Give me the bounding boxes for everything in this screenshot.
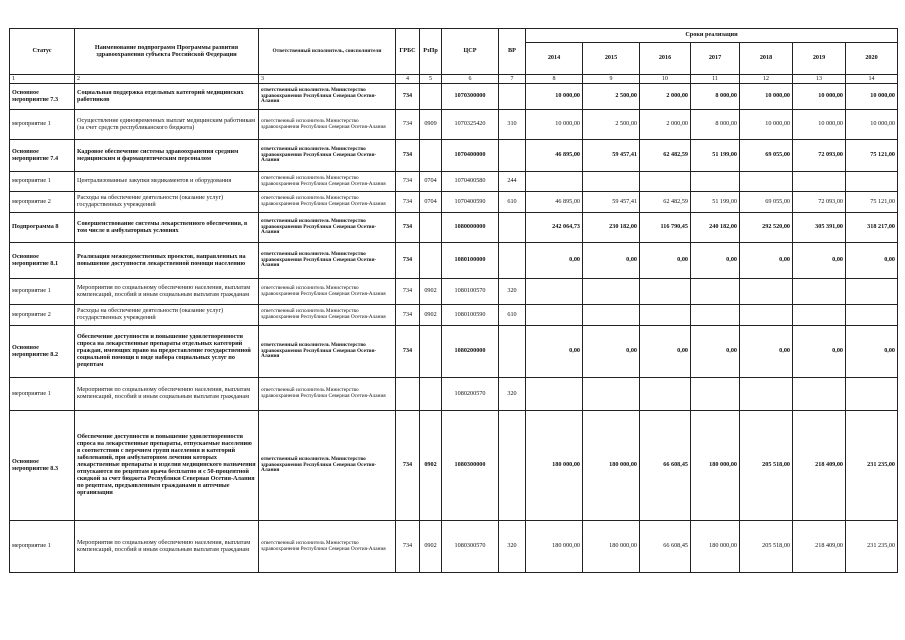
row-executor: ответственный исполнитель Министерство здравоохранения Республики Северная Осетия-Алания: [259, 110, 396, 140]
row-amount: [740, 378, 793, 411]
row-amount: 0,00: [740, 243, 793, 279]
row-amount: 10 000,00: [846, 110, 898, 140]
row-amount: 0,00: [846, 243, 898, 279]
row-amount: [740, 279, 793, 305]
row-vr: [499, 411, 526, 521]
row-status: мероприятие 1: [10, 279, 75, 305]
row-amount: 180 000,00: [691, 521, 740, 573]
row-name: Реализация межведомственных проектов, направленных на повышение доступности лекарственной помощи населению: [75, 243, 259, 279]
row-name: Обеспечение доступности и повышение удовлетворенности спроса на лекарственные препараты, отпускаемые населению в соответствии с перечнем групп населения и категорий заболеваний, при амбулаторном лечении которых лекарственные препараты и изделия медицинского назначения отпускаются по рецептам врача бесплатно и с 50-процентной скидкой за счет бюджета Республики Северная Осетия-Алания по рецептам, предъявленным гражданами в аптечные организации: [75, 411, 259, 521]
row-amount: 292 520,00: [740, 213, 793, 243]
header-year: 2019: [793, 43, 846, 75]
column-number: 13: [793, 75, 846, 84]
row-amount: 8 000,00: [691, 110, 740, 140]
row-vr: [499, 213, 526, 243]
row-amount: [793, 172, 846, 192]
row-amount: 72 093,00: [793, 192, 846, 213]
column-number: 12: [740, 75, 793, 84]
row-amount: 0,00: [691, 243, 740, 279]
row-amount: [526, 305, 583, 326]
row-amount: 0,00: [526, 243, 583, 279]
column-number: 6: [442, 75, 499, 84]
row-amount: [793, 305, 846, 326]
row-amount: 231 235,00: [846, 411, 898, 521]
row-vr: 610: [499, 192, 526, 213]
row-amount: 0,00: [691, 326, 740, 378]
row-grbs: 734: [396, 110, 420, 140]
row-grbs: 734: [396, 279, 420, 305]
row-amount: 230 182,00: [583, 213, 640, 243]
column-number: 8: [526, 75, 583, 84]
row-status: мероприятие 2: [10, 192, 75, 213]
row-rzpr: 0704: [420, 192, 442, 213]
header-year: 2018: [740, 43, 793, 75]
row-amount: 180 000,00: [691, 411, 740, 521]
row-amount: 69 055,00: [740, 192, 793, 213]
row-name: Расходы на обеспечение деятельности (оказание услуг) государственных учреждений: [75, 192, 259, 213]
row-amount: 318 217,00: [846, 213, 898, 243]
row-csr: 1080200570: [442, 378, 499, 411]
header-row-top: [10, 29, 898, 43]
table-row: [10, 411, 898, 521]
row-amount: 180 000,00: [583, 521, 640, 573]
row-amount: [526, 279, 583, 305]
header-name: Наименование подпрограмм Программы развития здравоохранения субъекта Российской Федерации: [75, 29, 259, 75]
row-rzpr: [420, 84, 442, 110]
table-row: [10, 326, 898, 378]
document-sheet: [9, 28, 897, 573]
row-status: мероприятие 2: [10, 305, 75, 326]
row-amount: 2 000,00: [640, 84, 691, 110]
table-row: [10, 140, 898, 172]
row-rzpr: [420, 326, 442, 378]
row-amount: 69 055,00: [740, 140, 793, 172]
row-executor: ответственный исполнитель Министерство здравоохранения Республики Северная Осетия-Алания: [259, 213, 396, 243]
row-amount: [846, 305, 898, 326]
row-grbs: 734: [396, 140, 420, 172]
row-amount: 180 000,00: [526, 411, 583, 521]
row-grbs: 734: [396, 521, 420, 573]
table-row: [10, 172, 898, 192]
row-grbs: 734: [396, 305, 420, 326]
row-amount: 62 482,59: [640, 192, 691, 213]
row-rzpr: [420, 378, 442, 411]
row-rzpr: 0902: [420, 279, 442, 305]
row-name: Осуществление единовременных выплат медицинским работникам (за счет средств республиканского бюджета): [75, 110, 259, 140]
row-grbs: 734: [396, 411, 420, 521]
row-amount: [526, 172, 583, 192]
row-csr: 1080000000: [442, 213, 499, 243]
row-amount: [640, 172, 691, 192]
row-amount: 240 182,00: [691, 213, 740, 243]
row-rzpr: 0902: [420, 411, 442, 521]
row-vr: [499, 84, 526, 110]
row-executor: ответственный исполнитель Министерство здравоохранения Республики Северная Осетия-Алания: [259, 243, 396, 279]
row-csr: 1080100000: [442, 243, 499, 279]
row-amount: 231 235,00: [846, 521, 898, 573]
row-amount: 10 000,00: [793, 84, 846, 110]
column-number-row: [10, 75, 898, 84]
row-status: мероприятие 1: [10, 172, 75, 192]
row-csr: 1080100590: [442, 305, 499, 326]
row-amount: 0,00: [583, 326, 640, 378]
row-amount: 10 000,00: [526, 110, 583, 140]
row-csr: 1080200000: [442, 326, 499, 378]
row-executor: ответственный исполнитель Министерство здравоохранения Республики Северная Осетия-Алания: [259, 411, 396, 521]
row-amount: [740, 172, 793, 192]
row-amount: [583, 305, 640, 326]
row-amount: [583, 172, 640, 192]
table-row: [10, 521, 898, 573]
row-amount: 218 409,00: [793, 521, 846, 573]
row-rzpr: 0704: [420, 172, 442, 192]
header-period: Сроки реализации: [526, 29, 898, 43]
row-amount: 0,00: [740, 326, 793, 378]
column-number: 1: [10, 75, 75, 84]
row-csr: 1070400580: [442, 172, 499, 192]
header-status: Статус: [10, 29, 75, 75]
row-amount: 2 000,00: [640, 110, 691, 140]
row-status: Основное мероприятие 8.3: [10, 411, 75, 521]
row-amount: 51 199,00: [691, 192, 740, 213]
row-amount: 75 121,00: [846, 140, 898, 172]
row-status: мероприятие 1: [10, 110, 75, 140]
row-grbs: 734: [396, 326, 420, 378]
row-amount: 66 608,45: [640, 411, 691, 521]
row-grbs: 734: [396, 192, 420, 213]
row-amount: 205 518,00: [740, 411, 793, 521]
row-name: Совершенствование системы лекарственного обеспечения, в том числе в амбулаторных условиях: [75, 213, 259, 243]
program-table: [9, 28, 898, 573]
row-amount: 46 895,00: [526, 192, 583, 213]
row-executor: ответственный исполнитель Министерство здравоохранения Республики Северная Осетия-Алания: [259, 84, 396, 110]
row-amount: [583, 378, 640, 411]
row-amount: 10 000,00: [526, 84, 583, 110]
row-amount: 2 500,00: [583, 110, 640, 140]
row-amount: [583, 279, 640, 305]
row-vr: 320: [499, 279, 526, 305]
row-grbs: 734: [396, 172, 420, 192]
row-amount: 59 457,41: [583, 192, 640, 213]
row-executor: ответственный исполнитель Министерство здравоохранения Республики Северная Осетия-Алания: [259, 279, 396, 305]
row-name: Мероприятия по социальному обеспечению населения, выплатам компенсаций, пособий и иным социальным выплатам гражданам: [75, 378, 259, 411]
column-number: 4: [396, 75, 420, 84]
row-amount: [691, 172, 740, 192]
row-csr: 1080100570: [442, 279, 499, 305]
row-amount: 72 093,00: [793, 140, 846, 172]
row-csr: 1070325420: [442, 110, 499, 140]
column-number: 14: [846, 75, 898, 84]
row-amount: 305 391,00: [793, 213, 846, 243]
row-executor: ответственный исполнитель Министерство здравоохранения Республики Северная Осетия-Алания: [259, 326, 396, 378]
row-amount: [793, 378, 846, 411]
header-executor: Ответственный исполнитель, соисполнители: [259, 29, 396, 75]
row-name: Обеспечение доступности и повышение удовлетворенности спроса на лекарственные препараты отдельных категорий граждан, имеющих право на предоставление государственной социальной помощи в виде набора социальных услуг по рецептам: [75, 326, 259, 378]
row-status: Основное мероприятие 7.3: [10, 84, 75, 110]
row-rzpr: 0909: [420, 110, 442, 140]
header-year: 2014: [526, 43, 583, 75]
header-year: 2016: [640, 43, 691, 75]
row-grbs: [396, 378, 420, 411]
row-amount: 0,00: [846, 326, 898, 378]
row-amount: 0,00: [793, 243, 846, 279]
row-vr: [499, 326, 526, 378]
table-body: [10, 84, 898, 573]
row-amount: 66 608,45: [640, 521, 691, 573]
row-amount: [846, 378, 898, 411]
row-name: Социальная поддержка отдельных категорий медицинских работников: [75, 84, 259, 110]
row-vr: 244: [499, 172, 526, 192]
row-amount: 10 000,00: [740, 110, 793, 140]
row-status: Подпрограмма 8: [10, 213, 75, 243]
row-rzpr: 0902: [420, 305, 442, 326]
table-row: [10, 192, 898, 213]
table-row: [10, 305, 898, 326]
row-amount: 218 409,00: [793, 411, 846, 521]
table-row: [10, 213, 898, 243]
row-name: Кадровое обеспечение системы здравоохранения средним медицинским и фармацевтическим персоналом: [75, 140, 259, 172]
row-amount: [793, 279, 846, 305]
row-amount: 46 895,00: [526, 140, 583, 172]
column-number: 5: [420, 75, 442, 84]
header-year: 2017: [691, 43, 740, 75]
row-amount: [640, 305, 691, 326]
row-amount: [691, 378, 740, 411]
row-vr: 610: [499, 305, 526, 326]
row-executor: ответственный исполнитель Министерство здравоохранения Республики Северная Осетия-Алания: [259, 521, 396, 573]
row-grbs: 734: [396, 243, 420, 279]
row-amount: 10 000,00: [793, 110, 846, 140]
row-amount: 8 000,00: [691, 84, 740, 110]
row-amount: 2 500,00: [583, 84, 640, 110]
row-amount: 62 482,59: [640, 140, 691, 172]
column-number: 10: [640, 75, 691, 84]
row-rzpr: [420, 243, 442, 279]
row-amount: 180 000,00: [526, 521, 583, 573]
column-number: 3: [259, 75, 396, 84]
row-amount: [846, 172, 898, 192]
row-amount: 10 000,00: [740, 84, 793, 110]
row-amount: 59 457,41: [583, 140, 640, 172]
row-status: Основное мероприятие 8.1: [10, 243, 75, 279]
row-amount: [691, 305, 740, 326]
row-amount: 0,00: [526, 326, 583, 378]
row-csr: 1070400590: [442, 192, 499, 213]
row-rzpr: 0902: [420, 521, 442, 573]
table-row: [10, 279, 898, 305]
row-amount: 75 121,00: [846, 192, 898, 213]
row-amount: 116 790,45: [640, 213, 691, 243]
row-executor: ответственный исполнитель Министерство здравоохранения Республики Северная Осетия-Алания: [259, 140, 396, 172]
row-executor: ответственный исполнитель Министерство здравоохранения Республики Северная Осетия-Алания: [259, 378, 396, 411]
row-amount: 51 199,00: [691, 140, 740, 172]
table-row: [10, 84, 898, 110]
column-number: 7: [499, 75, 526, 84]
row-status: мероприятие 1: [10, 521, 75, 573]
row-grbs: 734: [396, 213, 420, 243]
row-status: Основное мероприятие 7.4: [10, 140, 75, 172]
row-rzpr: [420, 140, 442, 172]
row-csr: 1070300000: [442, 84, 499, 110]
row-amount: 180 000,00: [583, 411, 640, 521]
row-vr: 320: [499, 378, 526, 411]
row-amount: [640, 378, 691, 411]
row-name: Мероприятия по социальному обеспечению населения, выплатам компенсаций, пособий и иным социальным выплатам гражданам: [75, 521, 259, 573]
row-csr: 1080300000: [442, 411, 499, 521]
row-name: Мероприятия по социальному обеспечению населения, выплатам компенсаций, пособий и иным социальным выплатам гражданам: [75, 279, 259, 305]
header-csr: ЦСР: [442, 29, 499, 75]
row-amount: 0,00: [640, 243, 691, 279]
row-amount: 242 064,73: [526, 213, 583, 243]
row-name: Централизованные закупки медикаментов и оборудования: [75, 172, 259, 192]
row-amount: 0,00: [793, 326, 846, 378]
table-row: [10, 243, 898, 279]
row-amount: [846, 279, 898, 305]
header-vr: ВР: [499, 29, 526, 75]
row-vr: [499, 140, 526, 172]
row-amount: 10 000,00: [846, 84, 898, 110]
row-rzpr: [420, 213, 442, 243]
row-csr: 1070400000: [442, 140, 499, 172]
row-status: Основное мероприятие 8.2: [10, 326, 75, 378]
column-number: 9: [583, 75, 640, 84]
row-amount: 0,00: [640, 326, 691, 378]
column-number: 11: [691, 75, 740, 84]
row-grbs: 734: [396, 84, 420, 110]
table-row: [10, 378, 898, 411]
row-amount: [691, 279, 740, 305]
row-executor: ответственный исполнитель Министерство здравоохранения Республики Северная Осетия-Алания: [259, 305, 396, 326]
table-row: [10, 110, 898, 140]
header-rzpr: РзПр: [420, 29, 442, 75]
row-csr: 1080300570: [442, 521, 499, 573]
row-amount: [526, 378, 583, 411]
row-name: Расходы на обеспечение деятельности (оказание услуг) государственных учреждений: [75, 305, 259, 326]
header-year: 2015: [583, 43, 640, 75]
row-status: мероприятие 1: [10, 378, 75, 411]
row-amount: [740, 305, 793, 326]
row-vr: [499, 243, 526, 279]
row-executor: ответственный исполнитель Министерство здравоохранения Республики Северная Осетия-Алания: [259, 192, 396, 213]
header-grbs: ГРБС: [396, 29, 420, 75]
column-number: 2: [75, 75, 259, 84]
row-amount: 205 518,00: [740, 521, 793, 573]
row-vr: 320: [499, 521, 526, 573]
row-executor: ответственный исполнитель Министерство здравоохранения Республики Северная Осетия-Алания: [259, 172, 396, 192]
row-amount: 0,00: [583, 243, 640, 279]
row-vr: 310: [499, 110, 526, 140]
header-year: 2020: [846, 43, 898, 75]
row-amount: [640, 279, 691, 305]
